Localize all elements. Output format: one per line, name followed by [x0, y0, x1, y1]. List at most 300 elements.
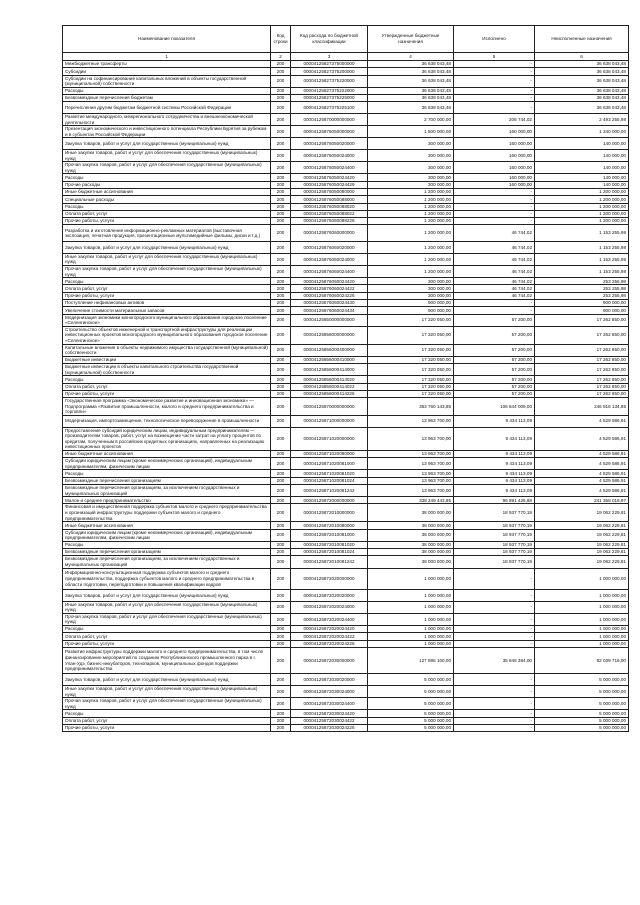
row-name: Закупка товаров, работ и услуг для государственных (муниципальных) нужд: [63, 138, 271, 150]
table-row: [63, 541, 629, 548]
row-budget-code: 00004125871020000000: [291, 427, 368, 450]
row-line-code: 200: [271, 87, 291, 94]
row-name: Иные закупки товаров, работ и услуг для обеспечения государственных (муниципальных) нужд: [63, 601, 271, 613]
row-approved: 1 200 000,00: [368, 188, 454, 195]
row-executed: 9 434 113,09: [454, 485, 535, 497]
table-row: [63, 477, 629, 484]
row-approved: 1 200 000,00: [368, 265, 454, 277]
row-budget-code: 00004125876060024420: [291, 278, 368, 285]
row-name: Расходы: [63, 87, 271, 94]
row-executed: 57 200,00: [454, 314, 535, 326]
row-budget-code: 00004125871020081242: [291, 485, 368, 497]
row-budget-code: 00004125872010081242: [291, 556, 368, 568]
row-budget-code: 00004125876050024420: [291, 174, 368, 181]
row-executed: 46 744,02: [454, 278, 535, 285]
row-line-code: 200: [271, 126, 291, 138]
row-unexecuted: 36 638 043,48: [535, 95, 629, 102]
row-line-code: 200: [271, 314, 291, 326]
row-line-code: 200: [271, 218, 291, 225]
row-name: Малое и среднее предпринимательство: [63, 497, 271, 504]
row-name: Безвозмездные перечисления организациям: [63, 477, 271, 484]
row-executed: 18 937 770,19: [454, 541, 535, 548]
table-row: [63, 549, 629, 556]
row-approved: 5 000 000,00: [368, 717, 454, 724]
row-unexecuted: 5 000 000,00: [535, 698, 629, 710]
row-executed: 46 744,02: [454, 292, 535, 299]
table-row: [63, 225, 629, 242]
row-name: Увеличение стоимости материальных запасов: [63, 307, 271, 314]
row-unexecuted: 19 062 229,81: [535, 541, 629, 548]
row-executed: -: [454, 75, 535, 87]
row-name: Специальные расходы: [63, 196, 271, 203]
row-executed: 57 200,00: [454, 390, 535, 397]
row-executed: 18 937 770,19: [454, 556, 535, 568]
row-budget-code: 00004125872010080000: [291, 522, 368, 529]
row-executed: 35 846 384,00: [454, 647, 535, 674]
row-line-code: 200: [271, 698, 291, 710]
table-row: [63, 647, 629, 674]
row-unexecuted: 140 000,00: [535, 162, 629, 174]
table-row: [63, 285, 629, 292]
row-name: Безвозмездные перечисления организациям, за исключением государственных и муниципальных организаций: [63, 485, 271, 497]
row-budget-code: 00004125870000000000: [291, 398, 368, 416]
row-name: Оплата работ, услуг: [63, 633, 271, 640]
row-budget-code: 00004125827375225100: [291, 102, 368, 114]
row-executed: -: [454, 203, 535, 210]
table-row: [63, 356, 629, 363]
row-unexecuted: 4 529 586,91: [535, 470, 629, 477]
row-name: Расходы: [63, 278, 271, 285]
row-line-code: 200: [271, 626, 291, 633]
row-name: Расходы: [63, 376, 271, 383]
row-budget-code: 00004125876050024400: [291, 162, 368, 174]
row-budget-code: 00004125872020024000: [291, 601, 368, 613]
row-budget-code: 00004125856000410000: [291, 356, 368, 363]
row-line-code: 200: [271, 556, 291, 568]
row-line-code: 200: [271, 427, 291, 450]
row-name: Закупка товаров, работ и услуг для государственных (муниципальных) нужд: [63, 674, 271, 686]
row-approved: 900 000,00: [368, 300, 454, 307]
row-unexecuted: 1 000 000,00: [535, 568, 629, 590]
row-line-code: 200: [271, 95, 291, 102]
row-executed: 57 200,00: [454, 383, 535, 390]
row-budget-code: 00004125876060024400: [291, 265, 368, 277]
row-approved: 36 638 043,48: [368, 102, 454, 114]
row-approved: 300 000,00: [368, 285, 454, 292]
row-line-code: 200: [271, 68, 291, 75]
row-approved: 17 320 050,00: [368, 376, 454, 383]
row-line-code: 200: [271, 162, 291, 174]
column-number: 4: [368, 53, 454, 61]
row-budget-code: 00004125856000414000: [291, 364, 368, 376]
row-approved: 1 500 000,00: [368, 126, 454, 138]
row-name: Информационно-консультационная поддержка субъектов малого и среднего предпринимательства, поддержка субъектов малого и среднего предпринимательства в области подготовки, переподготовки и повышения квалификации кадров: [63, 568, 271, 590]
row-approved: 5 000 000,00: [368, 674, 454, 686]
row-name: Оплата работ, услуг: [63, 717, 271, 724]
row-approved: 338 249 443,85: [368, 497, 454, 504]
table-row: [63, 640, 629, 647]
table-row: [63, 590, 629, 602]
row-line-code: 200: [271, 174, 291, 181]
row-executed: -: [454, 724, 535, 731]
row-budget-code: 00004125876060000000: [291, 225, 368, 242]
row-executed: 9 434 113,09: [454, 415, 535, 427]
row-budget-code: 00004125872020024422: [291, 633, 368, 640]
table-row: [63, 181, 629, 188]
row-line-code: 200: [271, 203, 291, 210]
row-approved: 127 886 100,00: [368, 647, 454, 674]
row-approved: 38 000 000,00: [368, 556, 454, 568]
row-line-code: 200: [271, 75, 291, 87]
row-approved: 1 000 000,00: [368, 640, 454, 647]
row-name: Иные бюджетные ассигнования: [63, 188, 271, 195]
table-row: [63, 210, 629, 217]
column-number-row: [63, 53, 629, 61]
row-executed: -: [454, 613, 535, 625]
row-line-code: 200: [271, 710, 291, 717]
row-approved: 1 200 000,00: [368, 210, 454, 217]
row-unexecuted: 17 262 850,00: [535, 314, 629, 326]
row-approved: 300 000,00: [368, 138, 454, 150]
row-executed: -: [454, 568, 535, 590]
table-row: [63, 138, 629, 150]
row-budget-code: 00004125872020000000: [291, 568, 368, 590]
row-executed: 9 434 113,09: [454, 477, 535, 484]
table-row: [63, 174, 629, 181]
row-line-code: 200: [271, 225, 291, 242]
row-line-code: 200: [271, 640, 291, 647]
table-row: [63, 458, 629, 470]
row-name: Предоставление субсидий юридическим лицам, индивидуальным предпринимателям — производителям товаров, работ, услуг на возмещение части затрат на уплату процентов по кредитам, полученным в российских кредитных организациях, направленных на реализацию инвестиционных проектов: [63, 427, 271, 450]
row-line-code: 200: [271, 522, 291, 529]
row-line-code: 200: [271, 188, 291, 195]
row-name: Бюджетные инвестиции в объекты капитального строительства государственной (муниципальной) собственности: [63, 364, 271, 376]
row-unexecuted: 5 000 000,00: [535, 674, 629, 686]
table-row: [63, 364, 629, 376]
row-line-code: 200: [271, 458, 291, 470]
row-approved: 300 000,00: [368, 181, 454, 188]
row-unexecuted: 17 262 850,00: [535, 326, 629, 344]
row-approved: 1 200 000,00: [368, 242, 454, 254]
row-budget-code: 00004125876050000000: [291, 126, 368, 138]
row-budget-code: 00004125872030024000: [291, 685, 368, 697]
row-line-code: 200: [271, 253, 291, 265]
row-line-code: 200: [271, 504, 291, 522]
row-approved: 5 000 000,00: [368, 724, 454, 731]
table-row: [63, 717, 629, 724]
row-name: Прочая закупка товаров, работ и услуг для обеспечения государственных (муниципальных) нужд: [63, 265, 271, 277]
row-approved: 13 963 700,00: [368, 458, 454, 470]
row-name: Строительство объектов инженерной и транспортной инфраструктуры для реализации инвестиционных проектов моногородского муниципального образования городское поселение «Селенгинское»: [63, 326, 271, 344]
header-executed: Исполнено: [454, 26, 535, 53]
row-unexecuted: 17 262 850,00: [535, 356, 629, 363]
row-executed: 160 000,00: [454, 181, 535, 188]
row-executed: 206 744,02: [454, 113, 535, 125]
row-name: Перечисления другим бюджетам бюджетной системы Российской Федерации: [63, 102, 271, 114]
row-unexecuted: 140 000,00: [535, 181, 629, 188]
row-approved: 17 320 050,00: [368, 364, 454, 376]
row-line-code: 200: [271, 613, 291, 625]
table-row: [63, 504, 629, 522]
row-executed: -: [454, 218, 535, 225]
table-row: [63, 265, 629, 277]
row-approved: 1 000 000,00: [368, 633, 454, 640]
row-name: Развитие инфраструктуры поддержки малого и среднего предпринимательства, в том числе финансирование мероприятий по созданию Республиканского промышленного парка в г. Улан-Удэ, бизнес-инкубаторов, технопарков, муниципальных фондов поддержки предпринимательства: [63, 647, 271, 674]
row-budget-code: 00004125872010081000: [291, 529, 368, 541]
row-unexecuted: 1 200 000,00: [535, 188, 629, 195]
row-unexecuted: 5 000 000,00: [535, 717, 629, 724]
row-line-code: 200: [271, 326, 291, 344]
row-unexecuted: 4 529 586,91: [535, 485, 629, 497]
row-executed: 9 434 113,09: [454, 458, 535, 470]
row-unexecuted: 19 062 229,81: [535, 549, 629, 556]
row-approved: 353 760 143,85: [368, 398, 454, 416]
row-line-code: 200: [271, 242, 291, 254]
row-budget-code: 00004125871020080000: [291, 450, 368, 457]
row-name: Поступление нефинансовых активов: [63, 300, 271, 307]
row-unexecuted: 1 153 255,98: [535, 225, 629, 242]
row-line-code: 200: [271, 196, 291, 203]
row-approved: 300 000,00: [368, 292, 454, 299]
row-unexecuted: 900 000,00: [535, 300, 629, 307]
table-row: [63, 415, 629, 427]
row-unexecuted: 92 039 716,00: [535, 647, 629, 674]
row-approved: 900 000,00: [368, 307, 454, 314]
table-row: [63, 376, 629, 383]
table-row: [63, 196, 629, 203]
row-budget-code: 00004125876060024434: [291, 307, 368, 314]
table-row: [63, 685, 629, 697]
row-approved: 300 000,00: [368, 162, 454, 174]
row-unexecuted: 17 262 850,00: [535, 383, 629, 390]
row-executed: 18 937 770,19: [454, 529, 535, 541]
row-name: Прочая закупка товаров, работ и услуг для обеспечения государственных (муниципальных) нужд: [63, 613, 271, 625]
table-row: [63, 344, 629, 356]
row-budget-code: 00004125856000414226: [291, 390, 368, 397]
table-row: [63, 126, 629, 138]
row-budget-code: 00004125870000000000: [291, 113, 368, 125]
table-row: [63, 218, 629, 225]
row-approved: 300 000,00: [368, 149, 454, 161]
row-approved: 38 000 000,00: [368, 529, 454, 541]
row-unexecuted: 17 262 850,00: [535, 390, 629, 397]
row-budget-code: 00004125856000400000: [291, 344, 368, 356]
row-unexecuted: 4 529 586,91: [535, 415, 629, 427]
row-budget-code: 00004125872030024420: [291, 710, 368, 717]
header-indicator-name: Наименование показателя: [63, 26, 271, 53]
row-approved: 300 000,00: [368, 278, 454, 285]
row-approved: 1 200 000,00: [368, 225, 454, 242]
row-name: Иные закупки товаров, работ и услуг для обеспечения государственных (муниципальных) нужд: [63, 149, 271, 161]
table-row: [63, 710, 629, 717]
row-approved: 17 320 050,00: [368, 390, 454, 397]
row-budget-code: 00004125872020024400: [291, 613, 368, 625]
row-line-code: 200: [271, 383, 291, 390]
row-budget-code: 00004125872010081020: [291, 541, 368, 548]
row-budget-code: 00004125872020020000: [291, 590, 368, 602]
row-budget-code: 00004125876060024000: [291, 253, 368, 265]
table-row: [63, 242, 629, 254]
table-row: [63, 497, 629, 504]
row-name: Прочие работы, услуги: [63, 292, 271, 299]
row-executed: -: [454, 68, 535, 75]
row-line-code: 200: [271, 415, 291, 427]
table-row: [63, 633, 629, 640]
table-body: [63, 61, 629, 732]
row-approved: 17 320 050,00: [368, 344, 454, 356]
row-budget-code: 00004125872030000000: [291, 647, 368, 674]
row-budget-code: 00004125876050088226: [291, 218, 368, 225]
row-unexecuted: 19 062 229,81: [535, 556, 629, 568]
row-executed: 18 937 770,19: [454, 504, 535, 522]
row-name: Безвозмездные перечисления организациям, за исключением государственных и муниципальных организаций: [63, 556, 271, 568]
row-unexecuted: 1 200 000,00: [535, 210, 629, 217]
row-unexecuted: 140 000,00: [535, 174, 629, 181]
row-budget-code: 00004125850000000000: [291, 314, 368, 326]
row-name: Прочие расходы: [63, 181, 271, 188]
row-unexecuted: 2 493 255,98: [535, 113, 629, 125]
row-budget-code: 00004125876060020000: [291, 242, 368, 254]
row-budget-code: 00004125876050024000: [291, 149, 368, 161]
column-number: 5: [454, 53, 535, 61]
row-approved: 13 963 700,00: [368, 450, 454, 457]
row-budget-code: 00004125876060024226: [291, 292, 368, 299]
row-name: Финансовая и имущественная поддержка субъектов малого и среднего предпринимательства и организаций инфраструктуры поддержки субъектов малого и среднего предпринимательства: [63, 504, 271, 522]
row-name: Субсидии юридическим лицам (кроме некоммерческих организаций), индивидуальным предпринимателям, физическим лицам: [63, 529, 271, 541]
table-row: [63, 698, 629, 710]
row-executed: -: [454, 210, 535, 217]
table-row: [63, 398, 629, 416]
table-row: [63, 674, 629, 686]
row-executed: -: [454, 95, 535, 102]
row-unexecuted: 17 262 850,00: [535, 344, 629, 356]
row-unexecuted: 253 255,98: [535, 285, 629, 292]
report-sheet: [62, 25, 628, 732]
table-row: [63, 203, 629, 210]
row-unexecuted: 19 062 229,81: [535, 504, 629, 522]
row-name: Прочие работы, услуги: [63, 390, 271, 397]
row-executed: 18 937 770,19: [454, 549, 535, 556]
row-approved: 38 000 000,00: [368, 549, 454, 556]
row-executed: 18 937 770,19: [454, 522, 535, 529]
row-approved: 300 000,00: [368, 174, 454, 181]
row-name: Иные закупки товаров, работ и услуг для обеспечения государственных (муниципальных) нужд: [63, 685, 271, 697]
row-line-code: 200: [271, 138, 291, 150]
row-approved: 1 000 000,00: [368, 601, 454, 613]
row-name: Расходы: [63, 710, 271, 717]
row-approved: 17 320 050,00: [368, 314, 454, 326]
row-unexecuted: 1 000 000,00: [535, 626, 629, 633]
row-budget-code: 00004125872000000000: [291, 497, 368, 504]
row-line-code: 200: [271, 210, 291, 217]
row-unexecuted: 17 262 850,00: [535, 376, 629, 383]
row-approved: 1 200 000,00: [368, 218, 454, 225]
row-approved: 36 638 043,48: [368, 68, 454, 75]
row-name: Развитие международного, межрегионального сотрудничества и внешнеэкономической деятельности: [63, 113, 271, 125]
row-executed: -: [454, 87, 535, 94]
table-row: [63, 326, 629, 344]
row-line-code: 200: [271, 497, 291, 504]
row-approved: 36 638 043,48: [368, 75, 454, 87]
table-row: [63, 68, 629, 75]
row-approved: 5 000 000,00: [368, 698, 454, 710]
row-line-code: 200: [271, 300, 291, 307]
row-name: Расходы: [63, 203, 271, 210]
row-unexecuted: 1 000 000,00: [535, 613, 629, 625]
row-approved: 1 000 000,00: [368, 613, 454, 625]
table-row: [63, 95, 629, 102]
row-budget-code: 00004125872030024400: [291, 698, 368, 710]
row-approved: 36 638 043,48: [368, 87, 454, 94]
row-executed: -: [454, 674, 535, 686]
row-approved: 13 963 700,00: [368, 427, 454, 450]
row-approved: 1 200 000,00: [368, 196, 454, 203]
row-line-code: 200: [271, 390, 291, 397]
header-approved: Утвержденные бюджетные назначения: [368, 26, 454, 53]
row-line-code: 200: [271, 292, 291, 299]
row-name: Оплата работ, услуг: [63, 383, 271, 390]
row-budget-code: 00004125827375000000: [291, 61, 368, 68]
row-unexecuted: 1 153 255,98: [535, 253, 629, 265]
row-executed: -: [454, 698, 535, 710]
row-executed: -: [454, 717, 535, 724]
table-row: [63, 300, 629, 307]
row-name: Безвозмездные перечисления организациям: [63, 549, 271, 556]
row-name: Модернизация, импортозамещение, технологическое перевооружение в промышленности: [63, 415, 271, 427]
row-approved: 1 000 000,00: [368, 626, 454, 633]
row-name: Субсидии на софинансирование капитальных вложений в объекты государственной (муниципальной) собственности: [63, 75, 271, 87]
table-row: [63, 556, 629, 568]
row-budget-code: 00004125856000000000: [291, 326, 368, 344]
row-approved: 2 700 000,00: [368, 113, 454, 125]
row-line-code: 200: [271, 568, 291, 590]
row-approved: 13 963 700,00: [368, 477, 454, 484]
row-approved: 1 200 000,00: [368, 253, 454, 265]
table-row: [63, 188, 629, 195]
row-budget-code: 00004125872010081024: [291, 549, 368, 556]
row-unexecuted: 19 062 229,81: [535, 529, 629, 541]
table-row: [63, 522, 629, 529]
table-row: [63, 292, 629, 299]
budget-execution-table: [62, 25, 629, 732]
row-name: Оплата работ, услуг: [63, 285, 271, 292]
row-line-code: 200: [271, 181, 291, 188]
row-name: Закупка товаров, работ и услуг для государственных (муниципальных) нужд: [63, 590, 271, 602]
row-approved: 13 963 700,00: [368, 470, 454, 477]
row-unexecuted: 246 916 134,85: [535, 398, 629, 416]
row-line-code: 200: [271, 717, 291, 724]
table-row: [63, 307, 629, 314]
column-number: 1: [63, 53, 271, 61]
table-row: [63, 87, 629, 94]
row-line-code: 200: [271, 285, 291, 292]
column-number: 2: [271, 53, 291, 61]
table-row: [63, 149, 629, 161]
row-executed: 160 000,00: [454, 138, 535, 150]
row-approved: 38 000 000,00: [368, 541, 454, 548]
row-budget-code: 00004125876060024422: [291, 285, 368, 292]
row-unexecuted: 1 200 000,00: [535, 196, 629, 203]
row-unexecuted: 1 200 000,00: [535, 218, 629, 225]
row-line-code: 200: [271, 647, 291, 674]
row-unexecuted: 253 255,98: [535, 278, 629, 285]
row-unexecuted: 140 000,00: [535, 138, 629, 150]
row-line-code: 200: [271, 549, 291, 556]
row-budget-code: 00004125871020081000: [291, 458, 368, 470]
row-budget-code: 00004125876050088000: [291, 196, 368, 203]
row-approved: 17 320 050,00: [368, 383, 454, 390]
table-row: [63, 253, 629, 265]
